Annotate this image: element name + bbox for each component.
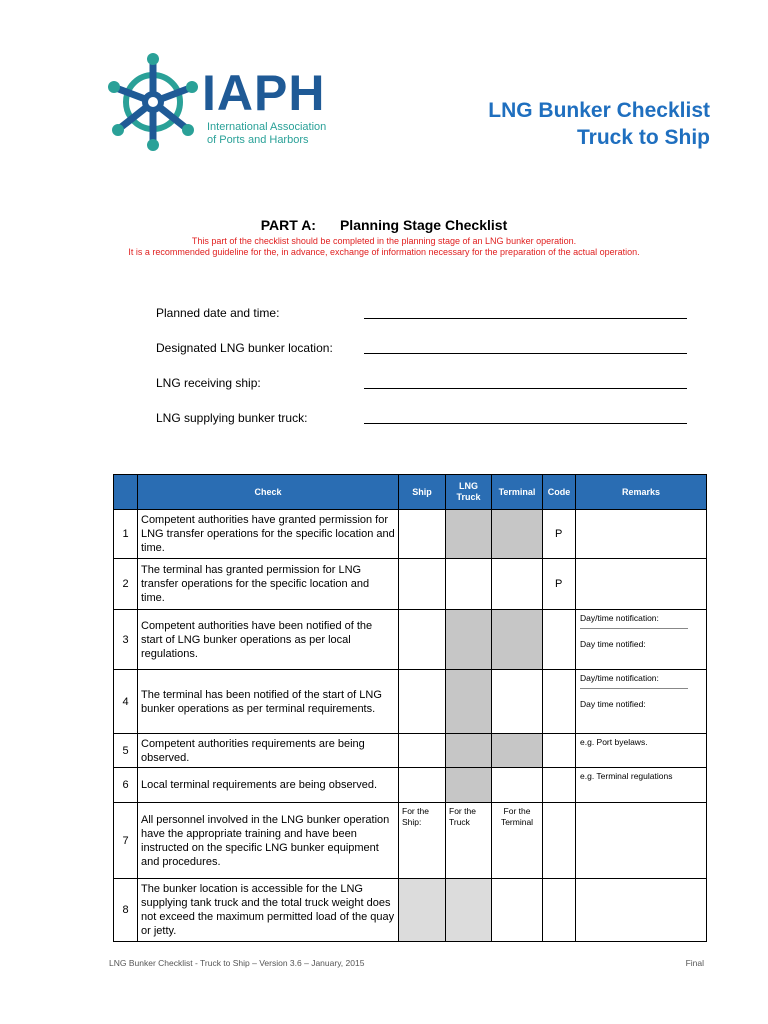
ship-cell[interactable]: For the Ship: xyxy=(399,803,446,879)
part-label: PART A: xyxy=(260,217,316,233)
document-title-line2: Truck to Ship xyxy=(576,126,710,149)
table-row xyxy=(114,559,707,610)
field-label-supplying-truck: LNG supplying bunker truck: xyxy=(156,411,308,425)
remark-notified: Day time notified: xyxy=(580,699,646,709)
ship-cell-na xyxy=(399,879,446,942)
ship-cell[interactable] xyxy=(399,510,446,559)
row-check: Local terminal requirements are being observed. xyxy=(138,768,399,803)
header-terminal: Terminal xyxy=(492,475,543,510)
remarks-cell[interactable] xyxy=(576,879,707,942)
truck-cell-na xyxy=(446,670,492,734)
logo-wordmark: IAPH xyxy=(202,65,326,121)
row-check: The terminal has granted permission for LNG transfer operations for the specific location and time. xyxy=(138,559,399,610)
part-note-line1: This part of the checklist should be completed in the planning stage of an LNG bunker operation. xyxy=(191,236,577,246)
terminal-cell[interactable] xyxy=(492,670,543,734)
table-row xyxy=(114,768,707,803)
remarks-cell[interactable]: e.g. Port byelaws. xyxy=(576,734,707,768)
field-label-bunker-location: Designated LNG bunker location: xyxy=(156,341,333,355)
truck-cell[interactable]: For the Truck xyxy=(446,803,492,879)
code-cell: P xyxy=(543,510,576,559)
row-number: 5 xyxy=(114,734,138,768)
ship-cell[interactable] xyxy=(399,610,446,670)
row-check: The bunker location is accessible for the LNG supplying tank truck and the total truck weight does not exceed the maximum permitted load of the quay or jetty. xyxy=(138,879,399,942)
table-row xyxy=(114,803,707,879)
table-row xyxy=(114,734,707,768)
remarks-cell[interactable]: e.g. Terminal regulations xyxy=(576,768,707,803)
code-cell: P xyxy=(543,559,576,610)
checklist-table xyxy=(113,474,707,942)
truck-cell-na xyxy=(446,510,492,559)
remark-underline xyxy=(580,688,688,689)
header-check: Check xyxy=(138,475,399,510)
row-number: 1 xyxy=(114,510,138,559)
terminal-cell[interactable]: For the Terminal xyxy=(492,803,543,879)
field-line-bunker-location[interactable] xyxy=(364,353,687,354)
code-cell xyxy=(543,670,576,734)
code-cell xyxy=(543,803,576,879)
row-number: 6 xyxy=(114,768,138,803)
remark-notification: Day/time notification: xyxy=(580,673,659,683)
ship-cell[interactable] xyxy=(399,768,446,803)
table-row xyxy=(114,610,707,670)
row-number: 8 xyxy=(114,879,138,942)
terminal-cell-na xyxy=(492,610,543,670)
field-line-receiving-ship[interactable] xyxy=(364,388,687,389)
remarks-cell[interactable] xyxy=(576,670,707,734)
table-row xyxy=(114,510,707,559)
row-number: 4 xyxy=(114,670,138,734)
remarks-cell[interactable] xyxy=(576,559,707,610)
ship-wheel-icon xyxy=(108,50,198,154)
terminal-cell[interactable] xyxy=(492,879,543,942)
truck-cell-na xyxy=(446,610,492,670)
terminal-cell[interactable] xyxy=(492,559,543,610)
row-check: Competent authorities requirements are being observed. xyxy=(138,734,399,768)
row-number: 7 xyxy=(114,803,138,879)
logo-subtitle-line1: International Association xyxy=(207,121,327,133)
field-label-planned-date: Planned date and time: xyxy=(156,306,280,320)
remark-notification: Day/time notification: xyxy=(580,613,659,623)
truck-cell-na xyxy=(446,734,492,768)
remarks-cell[interactable] xyxy=(576,510,707,559)
field-line-supplying-truck[interactable] xyxy=(364,423,687,424)
table-row xyxy=(114,670,707,734)
remarks-cell[interactable] xyxy=(576,803,707,879)
remarks-cell[interactable] xyxy=(576,610,707,670)
row-check: Competent authorities have been notified of the start of LNG bunker operations as per local regulations. xyxy=(138,610,399,670)
row-check: All personnel involved in the LNG bunker operation have the appropriate training and have been instructed on the specific LNG bunker equipment and procedures. xyxy=(138,803,399,879)
part-heading xyxy=(0,217,768,233)
remark-notified: Day time notified: xyxy=(580,639,646,649)
ship-cell[interactable] xyxy=(399,559,446,610)
truck-cell-na xyxy=(446,768,492,803)
terminal-cell-na xyxy=(492,510,543,559)
row-number: 3 xyxy=(114,610,138,670)
table-row xyxy=(114,879,707,942)
truck-cell[interactable] xyxy=(446,559,492,610)
header-ship: Ship xyxy=(399,475,446,510)
code-cell xyxy=(543,879,576,942)
iaph-logo xyxy=(108,50,368,154)
terminal-cell-na xyxy=(492,734,543,768)
logo-subtitle xyxy=(207,121,326,147)
header-code: Code xyxy=(543,475,576,510)
truck-cell-na xyxy=(446,879,492,942)
code-cell xyxy=(543,734,576,768)
logo-subtitle-line2: of Ports and Harbors xyxy=(207,134,309,146)
row-number: 2 xyxy=(114,559,138,610)
footer-status: Final xyxy=(685,958,704,968)
code-cell xyxy=(543,610,576,670)
part-note-line2: It is a recommended guideline for the, in advance, exchange of information necessary for the preparation of the actual operation. xyxy=(128,247,640,257)
row-check: The terminal has been notified of the start of LNG bunker operations as per terminal requirements. xyxy=(138,670,399,734)
code-cell xyxy=(543,768,576,803)
ship-cell[interactable] xyxy=(399,734,446,768)
header-num xyxy=(114,475,138,510)
footer-version: LNG Bunker Checklist - Truck to Ship – Version 3.6 – January, 2015 xyxy=(109,958,365,968)
terminal-cell[interactable] xyxy=(492,768,543,803)
table-header-row xyxy=(114,475,707,510)
header-lng-truck: LNG Truck xyxy=(446,475,492,510)
header-remarks: Remarks xyxy=(576,475,707,510)
ship-cell[interactable] xyxy=(399,670,446,734)
document-title xyxy=(488,97,710,151)
field-label-receiving-ship: LNG receiving ship: xyxy=(156,376,261,390)
part-title: Planning Stage Checklist xyxy=(339,217,508,233)
document-title-line1: LNG Bunker Checklist xyxy=(488,99,710,122)
row-check: Competent authorities have granted permission for LNG transfer operations for the specific location and time. xyxy=(138,510,399,559)
field-line-planned-date[interactable] xyxy=(364,318,687,319)
remark-underline xyxy=(580,628,688,629)
